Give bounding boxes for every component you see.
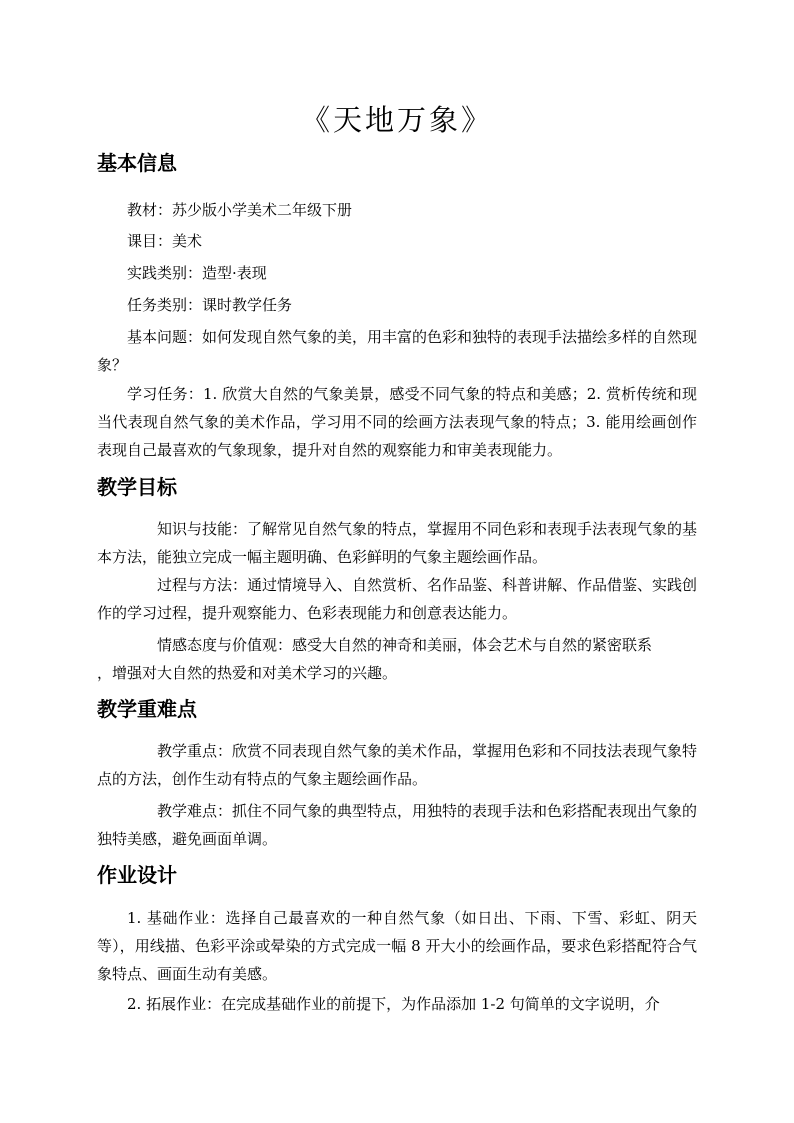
textbook-line: 教材：苏少版小学美术二年级下册	[127, 201, 353, 219]
section-heading-key-points: 教学重难点	[97, 697, 197, 721]
task-category-line: 任务类别：课时教学任务	[127, 296, 293, 314]
goal-emotion-line-1: 情感态度与价值观：感受大自然的神奇和美丽，体会艺术与自然的紧密联系	[157, 636, 653, 654]
basic-question-paragraph: 基本问题：如何发现自然气象的美，用丰富的色彩和独特的表现手法描绘多样的自然现象？	[97, 328, 698, 374]
homework-basic-paragraph: 1. 基础作业：选择自己最喜欢的一种自然气象（如日出、下雨、下雪、彩虹、阴天等），用线描、色彩平涂或晕染的方式完成一幅 8 开大小的绘画作品，要求色彩搭配符合气象特点、画面生动有美感。	[97, 909, 697, 983]
goal-knowledge-paragraph: 知识与技能：了解常见自然气象的特点，掌握用不同色彩和表现手法表现气象的基本方法，能独立完成一幅主题明确、色彩鲜明的气象主题绘画作品。	[97, 520, 698, 566]
section-heading-basic-info: 基本信息	[97, 151, 177, 175]
learning-tasks-paragraph: 学习任务：1. 欣赏大自然的气象美景，感受不同气象的特点和美感；2. 赏析传统和现当代表现自然气象的美术作品，学习用不同的绘画方法表现气象的特点；3. 能用绘画创作表现自己最喜欢的气象现象，提升对自然的观察能力和审美表现能力。	[97, 385, 697, 459]
teaching-difficulty-paragraph: 教学难点：抓住不同气象的典型特点，用独特的表现手法和色彩搭配表现出气象的独特美感，避免画面单调。	[97, 802, 698, 848]
section-heading-homework: 作业设计	[97, 863, 177, 887]
teaching-focus-paragraph: 教学重点：欣赏不同表现自然气象的美术作品，掌握用色彩和不同技法表现气象特点的方法，创作生动有特点的气象主题绘画作品。	[97, 742, 698, 788]
subject-line: 课目：美术	[127, 232, 203, 250]
practice-category-line: 实践类别：造型·表现	[127, 264, 267, 282]
section-heading-teaching-goals: 教学目标	[97, 475, 177, 499]
homework-extended-paragraph: 2. 拓展作业：在完成基础作业的前提下，为作品添加 1-2 句简单的文字说明，介	[127, 995, 660, 1013]
page-title: 《天地万象》	[300, 103, 493, 137]
goal-emotion-line-2: ，增强对大自然的热爱和对美术学习的兴趣。	[97, 664, 398, 682]
goal-process-paragraph: 过程与方法：通过情境导入、自然赏析、名作品鉴、科普讲解、作品借鉴、实践创作的学习过程，提升观察能力、色彩表现能力和创意表达能力。	[97, 576, 698, 622]
